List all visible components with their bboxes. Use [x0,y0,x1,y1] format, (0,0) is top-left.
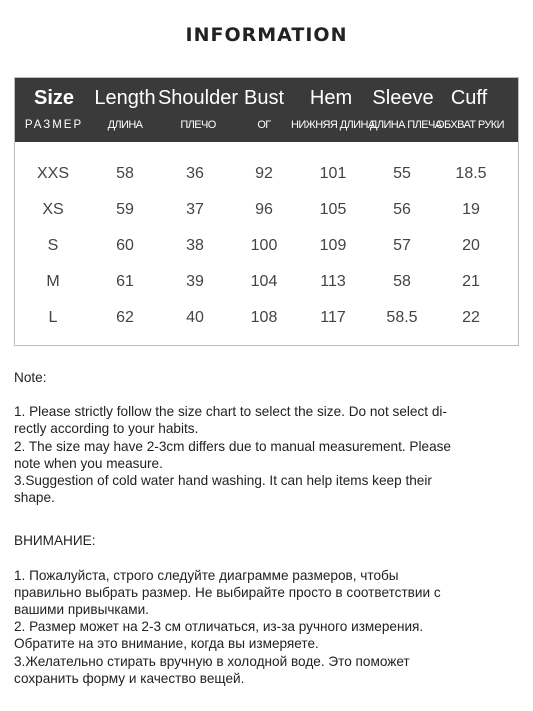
header-hem-ru: НИЖНЯЯ ДЛИНА [291,119,375,131]
measurement-cell: 104 [250,273,278,290]
header-sleeve [370,78,442,142]
measurement-cell: 96 [255,201,273,218]
measurement-cell: 57 [393,237,411,254]
header-cuff [436,78,502,142]
header-bust-ru: ОГ [257,119,271,131]
header-hem [291,78,375,142]
notes-ru-line: 3.Желательно стирать вручную в холодной воде. Это поможет [14,653,410,669]
header-cuff-ru: ОБХВАТ РУКИ [436,119,504,131]
measurement-cell: 101 [319,165,347,182]
measurement-cell: 113 [320,273,346,290]
table-header [15,78,518,142]
measurement-cell: 60 [116,237,134,254]
page-title: INFORMATION [185,24,348,46]
notes-en-line: 2. The size may have 2-3cm differs due to manual measurement. Please [14,438,451,454]
notes-ru-line: 2. Размер может на 2-3 см отличаться, из-за ручного измерения. [14,619,424,635]
notes-section [14,369,514,687]
header-size [15,78,93,142]
size-cell: XXS [36,165,69,182]
measurement-cell: 109 [319,237,347,254]
notes-en-heading: Note: [14,370,47,385]
measurement-cell: 18.5 [455,165,487,182]
notes-ru-heading: ВНИМАНИЕ: [14,533,96,549]
notes-en-line: note when you measure. [14,455,163,471]
header-size-en: Size [33,87,75,109]
notes-ru-line: 1. Пожалуйста, строго следуйте диаграмме размеров, чтобы [14,567,399,583]
table-row [15,300,518,336]
header-bust-en: Bust [243,87,285,109]
measurement-cell: 36 [186,165,204,182]
measurement-cell: 21 [462,273,480,290]
notes-ru-line: сохранить форму и качество вещей. [14,670,245,686]
table-row [15,192,518,228]
notes-ru-line: правильно выбрать размер. Не выбирайте просто в соответствии с [14,584,441,600]
measurement-cell: 100 [250,237,278,254]
measurement-cell: 117 [320,309,346,326]
measurement-cell: 92 [255,165,273,182]
measurement-cell: 62 [116,309,134,326]
header-cuff-en: Cuff [450,87,488,109]
measurement-cell: 40 [186,309,204,326]
notes-en-line: 1. Please strictly follow the size chart to select the size. Do not select di- [14,404,447,420]
measurement-cell: 39 [186,273,204,290]
measurement-cell: 58 [393,273,411,290]
header-bust [239,78,289,142]
size-cell: S [47,237,59,254]
header-sleeve-en: Sleeve [372,87,434,109]
header-shoulder [157,78,239,142]
table-row [15,228,518,264]
size-cell: L [48,309,58,326]
header-shoulder-en: Shoulder [157,87,239,109]
header-length [88,78,162,142]
measurement-cell: 56 [393,201,411,218]
header-size-ru: РАЗМЕР [24,119,84,131]
measurement-cell: 38 [186,237,204,254]
measurement-cell: 108 [250,309,278,326]
header-shoulder-ru: ПЛЕЧО [180,119,216,131]
measurement-cell: 105 [319,201,347,218]
header-hem-en: Hem [309,87,353,109]
measurement-cell: 22 [462,309,480,326]
measurement-cell: 55 [393,165,411,182]
measurement-cell: 58.5 [386,309,418,326]
size-chart-table [14,77,519,346]
header-length-en: Length [94,87,156,109]
table-row [15,264,518,300]
header-length-ru: ДЛИНА [107,119,143,131]
measurement-cell: 37 [186,201,204,218]
notes-en-line: shape. [14,490,55,506]
measurement-cell: 58 [116,165,134,182]
measurement-cell: 59 [116,201,134,218]
table-row [15,156,518,192]
notes-en-line: rectly according to your habits. [14,421,199,437]
notes-ru-line: вашими привычками. [14,602,149,618]
size-cell: M [46,273,60,290]
size-cell: XS [42,201,64,218]
measurement-cell: 20 [462,237,480,254]
notes-ru-line: Обратите на это внимание, когда вы измеряете. [14,636,319,652]
measurement-cell: 19 [462,201,480,218]
notes-en-line: 3.Suggestion of cold water hand washing. It can help items keep their [14,473,432,489]
header-sleeve-ru: ДЛИНА ПЛЕЧА [370,119,442,131]
measurement-cell: 61 [116,273,134,290]
